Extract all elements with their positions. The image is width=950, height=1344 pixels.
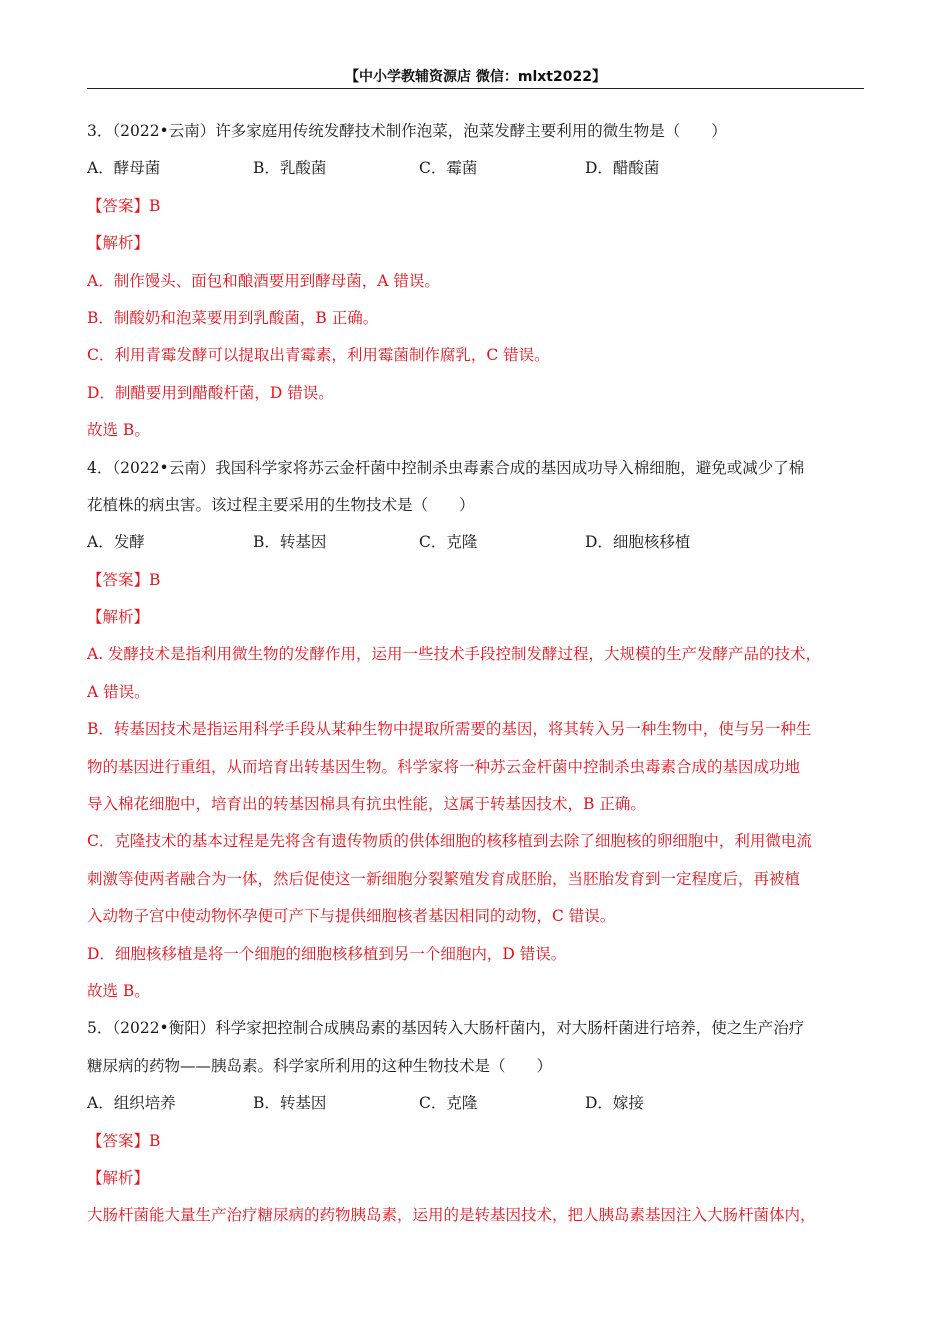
answer-value: B (149, 1131, 161, 1150)
analysis-text: D．制醋要用到醋酸杆菌，D 错误。 (87, 383, 334, 402)
analysis-label: 【解析】 (87, 234, 150, 253)
question-stem: 糖尿病的药物——胰岛素。科学家所利用的这种生物技术是（ ） (87, 1056, 553, 1075)
analysis-text: 物的基因进行重组，从而培育出转基因生物。科学家将一种苏云金杆菌中控制杀虫毒素合成的基因成功地 (87, 757, 801, 776)
option-choice: D．细胞核移植 (585, 533, 691, 552)
question-stem: 3．（2022•云南）许多家庭用传统发酵技术制作泡菜，泡菜发酵主要利用的微生物是（ ） (87, 122, 727, 140)
analysis-text: B．制酸奶和泡菜要用到乳酸菌，B 正确。 (87, 308, 379, 327)
question-block (87, 113, 867, 450)
analysis-text: D．细胞核移植是将一个细胞的细胞核移植到另一个细胞内，D 错误。 (87, 944, 567, 963)
option-choice: B．转基因 (253, 1094, 327, 1113)
option-choice: C．霉菌 (419, 159, 478, 178)
options-row (87, 150, 867, 187)
answer-line (87, 188, 867, 225)
analysis-text: C．利用青霉发酵可以提取出青霉素，利用霉菌制作腐乳，C 错误。 (87, 346, 550, 365)
analysis-text: 导入棉花细胞中，培育出的转基因棉具有抗虫性能，这属于转基因技术，B 正确。 (87, 795, 646, 814)
question-stem: 花植株的病虫害。该过程主要采用的生物技术是（ ） (87, 495, 475, 514)
question-stem: 4．（2022•云南）我国科学家将苏云金杆菌中控制杀虫毒素合成的基因成功导入棉细胞，避免或减少了棉 (87, 458, 805, 477)
analysis-text: A 错误。 (87, 682, 150, 701)
option-choice: D．嫁接 (585, 1094, 644, 1113)
conclusion-text: 故选 B。 (87, 981, 150, 1000)
page-header: 【中小学教辅资源店 微信：mlxt2022】 (345, 69, 606, 85)
header-divider (87, 88, 864, 89)
analysis-text: A．制作馒头、面包和酿酒要用到酵母菌，A 错误。 (87, 271, 440, 290)
analysis-text: A. 发酵技术是指利用微生物的发酵作用，运用一些技术手段控制发酵过程，大规模的生产发酵产品的技术， (87, 645, 822, 664)
option-choice: D．醋酸菌 (585, 159, 660, 178)
option-choice: B．转基因 (253, 533, 327, 552)
option-choice: C．克隆 (419, 533, 478, 552)
question-block (87, 450, 867, 1011)
question-stem: 5．（2022•衡阳）科学家把控制合成胰岛素的基因转入大肠杆菌内，对大肠杆菌进行培养，使之生产治疗 (87, 1019, 805, 1038)
analysis-label: 【解析】 (87, 1168, 150, 1187)
analysis-text: 大肠杆菌能大量生产治疗糖尿病的药物胰岛素，运用的是转基因技术，把人胰岛素基因注入大肠杆菌体内， (87, 1206, 816, 1225)
option-choice: B．乳酸菌 (253, 159, 327, 178)
options-row (87, 524, 867, 561)
conclusion-text: 故选 B。 (87, 421, 150, 440)
answer-value: B (149, 570, 161, 589)
answer-label: 【答案】 (87, 196, 150, 215)
question-block (87, 1010, 867, 1234)
option-choice: A．酵母菌 (87, 159, 161, 178)
answer-line (87, 562, 867, 599)
analysis-text: 入动物子宫中使动物怀孕便可产下与提供细胞核者基因相同的动物，C 错误。 (87, 907, 616, 926)
document-body (87, 113, 867, 1235)
option-choice: C．克隆 (419, 1094, 478, 1113)
option-choice: A．发酵 (87, 533, 145, 552)
answer-value: B (149, 196, 161, 215)
analysis-text: B．转基因技术是指运用科学手段从某种生物中提取所需要的基因，将其转入另一种生物中，使与另一种生 (87, 720, 812, 739)
options-row (87, 1085, 867, 1122)
answer-label: 【答案】 (87, 1131, 150, 1150)
answer-line (87, 1123, 867, 1160)
analysis-label: 【解析】 (87, 608, 150, 627)
analysis-text: C．克隆技术的基本过程是先将含有遗传物质的供体细胞的核移植到去除了细胞核的卵细胞中，利用微电流 (87, 832, 812, 851)
analysis-text: 刺激等使两者融合为一体，然后促使这一新细胞分裂繁殖发育成胚胎，当胚胎发育到一定程度后，再被植 (87, 869, 801, 888)
answer-label: 【答案】 (87, 570, 150, 589)
option-choice: A．组织培养 (87, 1094, 176, 1113)
